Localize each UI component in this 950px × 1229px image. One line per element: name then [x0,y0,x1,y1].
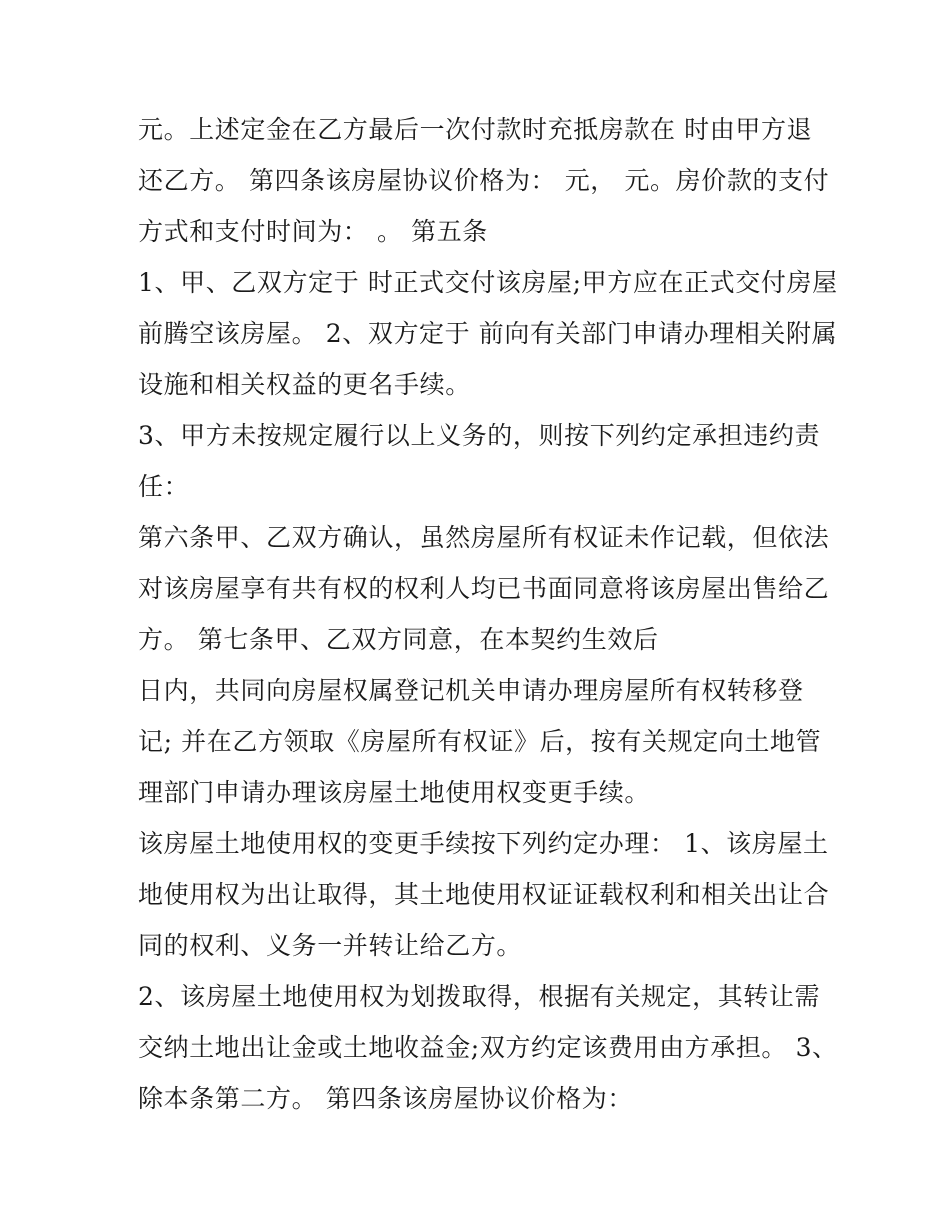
text-line: 1、甲、乙双方定于 时正式交付该房屋;甲方应在正式交付房屋 [138,268,838,297]
text-line: 同的权利、义务一并转让给乙方。 [138,931,523,960]
text-line: 3、甲方未按规定履行以上义务的，则按下列约定承担违约责 [138,421,821,450]
text-line: 理部门申请办理该房屋土地使用权变更手续。 [138,778,651,807]
text-line: 前腾空该房屋。 2、双方定于 前向有关部门申请办理相关附属 [138,319,838,348]
text-line: 对该房屋享有共有权的权利人均已书面同意将该房屋出售给乙 [138,574,830,603]
text-line: 第六条甲、乙双方确认，虽然房屋所有权证未作记载，但依法 [138,523,830,552]
document-body [138,104,838,1124]
text-line: 元。上述定金在乙方最后一次付款时充抵房款在 时由甲方退 [138,115,813,144]
text-line: 方。 第七条甲、乙双方同意，在本契约生效后 [138,625,659,654]
text-line: 日内，共同向房屋权属登记机关申请办理房屋所有权转移登 [138,676,804,705]
text-line: 方式和支付时间为： 。 第五条 [138,217,488,246]
text-line: 还乙方。 第四条该房屋协议价格为： 元， 元。房价款的支付 [138,166,830,195]
text-line: 该房屋土地使用权的变更手续按下列约定办理： 1、该房屋土 [138,829,829,858]
text-line: 2、该房屋土地使用权为划拨取得，根据有关规定，其转让需 [138,982,821,1011]
text-line: 交纳土地出让金或土地收益金;双方约定该费用由方承担。 3、 [138,1033,838,1062]
text-line: 任： [138,472,190,501]
text-line: 地使用权为出让取得，其土地使用权证证载权利和相关出让合 [138,880,830,909]
text-line: 设施和相关权益的更名手续。 [138,370,471,399]
text-line: 记; 并在乙方领取《房屋所有权证》后，按有关规定向土地管 [138,727,822,756]
text-line: 除本条第二方。 第四条该房屋协议价格为： [138,1084,633,1113]
